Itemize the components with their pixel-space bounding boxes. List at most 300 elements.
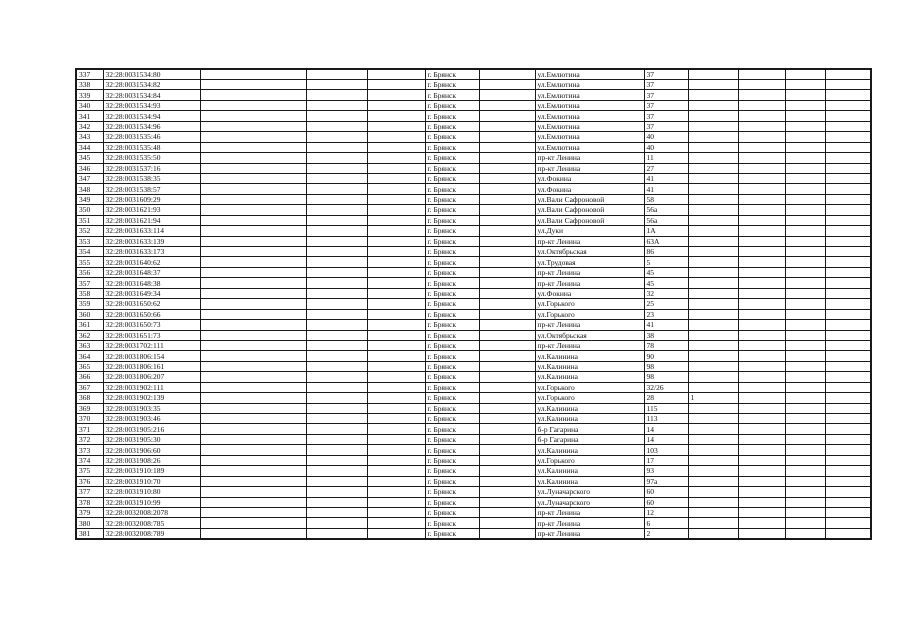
empty-cell — [200, 382, 306, 392]
cadastral-number-cell: 32:28:0031651:73 — [103, 330, 200, 340]
empty-cell — [200, 69, 306, 80]
empty-cell — [825, 163, 871, 173]
empty-cell — [738, 163, 785, 173]
empty-cell — [479, 153, 535, 163]
empty-cell — [738, 351, 785, 361]
empty-cell — [785, 80, 825, 90]
empty-cell — [785, 288, 825, 298]
empty-cell — [785, 205, 825, 215]
house-number-cell: 113 — [644, 414, 688, 424]
empty-cell — [306, 351, 367, 361]
empty-cell — [825, 445, 871, 455]
house-number-cell: 37 — [644, 111, 688, 121]
empty-cell — [367, 215, 425, 225]
empty-cell — [306, 497, 367, 507]
empty-cell — [367, 173, 425, 183]
building-cell — [688, 121, 738, 131]
street-cell: ул.Горького — [535, 455, 644, 465]
city-cell: г. Брянск — [425, 194, 479, 204]
cadastral-number-cell: 32:28:0031902:111 — [103, 382, 200, 392]
row-number-cell: 364 — [76, 351, 103, 361]
empty-cell — [825, 194, 871, 204]
street-cell: ул.Фокина — [535, 173, 644, 183]
register-table — [75, 68, 872, 540]
cadastral-number-cell: 32:28:0031902:139 — [103, 393, 200, 403]
empty-cell — [306, 267, 367, 277]
empty-cell — [785, 153, 825, 163]
house-number-cell: 78 — [644, 340, 688, 350]
empty-cell — [825, 518, 871, 528]
empty-cell — [306, 288, 367, 298]
table-row — [76, 382, 871, 392]
house-number-cell: 32/26 — [644, 382, 688, 392]
cadastral-number-cell: 32:28:0031534:96 — [103, 121, 200, 131]
city-cell: г. Брянск — [425, 445, 479, 455]
empty-cell — [738, 205, 785, 215]
cadastral-number-cell: 32:28:0031702:111 — [103, 340, 200, 350]
empty-cell — [200, 497, 306, 507]
empty-cell — [306, 121, 367, 131]
empty-cell — [367, 320, 425, 330]
empty-cell — [367, 528, 425, 539]
table-row — [76, 100, 871, 110]
building-cell — [688, 528, 738, 539]
empty-cell — [479, 414, 535, 424]
empty-cell — [825, 247, 871, 257]
city-cell: г. Брянск — [425, 330, 479, 340]
house-number-cell: 60 — [644, 497, 688, 507]
empty-cell — [200, 121, 306, 131]
row-number-cell: 348 — [76, 184, 103, 194]
empty-cell — [306, 476, 367, 486]
cadastral-number-cell: 32:28:0031633:173 — [103, 247, 200, 257]
empty-cell — [367, 278, 425, 288]
street-cell: ул.Вали Сафроновой — [535, 194, 644, 204]
empty-cell — [306, 194, 367, 204]
empty-cell — [479, 455, 535, 465]
row-number-cell: 351 — [76, 215, 103, 225]
empty-cell — [479, 194, 535, 204]
building-cell — [688, 267, 738, 277]
empty-cell — [785, 215, 825, 225]
empty-cell — [785, 236, 825, 246]
empty-cell — [367, 497, 425, 507]
empty-cell — [785, 184, 825, 194]
building-cell — [688, 90, 738, 100]
table-row — [76, 215, 871, 225]
building-cell — [688, 142, 738, 152]
street-cell: ул.Вали Сафроновой — [535, 215, 644, 225]
empty-cell — [825, 173, 871, 183]
street-cell: ул.Фокина — [535, 288, 644, 298]
empty-cell — [785, 340, 825, 350]
empty-cell — [785, 507, 825, 517]
empty-cell — [306, 299, 367, 309]
row-number-cell: 375 — [76, 466, 103, 476]
table-row — [76, 173, 871, 183]
city-cell: г. Брянск — [425, 278, 479, 288]
empty-cell — [738, 393, 785, 403]
house-number-cell: 37 — [644, 69, 688, 80]
street-cell: ул.Емлютина — [535, 142, 644, 152]
empty-cell — [825, 80, 871, 90]
empty-cell — [738, 80, 785, 90]
empty-cell — [825, 69, 871, 80]
street-cell: б-р Гагарина — [535, 424, 644, 434]
city-cell: г. Брянск — [425, 414, 479, 424]
empty-cell — [367, 153, 425, 163]
table-row — [76, 142, 871, 152]
street-cell: ул.Дуки — [535, 226, 644, 236]
empty-cell — [200, 309, 306, 319]
empty-cell — [825, 340, 871, 350]
empty-cell — [479, 100, 535, 110]
cadastral-number-cell: 32:28:0031806:154 — [103, 351, 200, 361]
empty-cell — [785, 267, 825, 277]
empty-cell — [738, 173, 785, 183]
empty-cell — [367, 330, 425, 340]
empty-cell — [367, 121, 425, 131]
empty-cell — [200, 507, 306, 517]
house-number-cell: 40 — [644, 132, 688, 142]
row-number-cell: 363 — [76, 340, 103, 350]
empty-cell — [306, 518, 367, 528]
row-number-cell: 368 — [76, 393, 103, 403]
building-cell — [688, 403, 738, 413]
table-row — [76, 340, 871, 350]
row-number-cell: 354 — [76, 247, 103, 257]
empty-cell — [306, 173, 367, 183]
empty-cell — [785, 247, 825, 257]
table-row — [76, 278, 871, 288]
row-number-cell: 345 — [76, 153, 103, 163]
empty-cell — [738, 111, 785, 121]
street-cell: ул.Калинина — [535, 476, 644, 486]
empty-cell — [367, 288, 425, 298]
house-number-cell: 45 — [644, 278, 688, 288]
house-number-cell: 25 — [644, 299, 688, 309]
empty-cell — [825, 466, 871, 476]
empty-cell — [306, 257, 367, 267]
empty-cell — [785, 69, 825, 80]
empty-cell — [479, 142, 535, 152]
table-row — [76, 414, 871, 424]
empty-cell — [825, 288, 871, 298]
cadastral-number-cell: 32:28:0031910:70 — [103, 476, 200, 486]
street-cell: пр-кт Ленина — [535, 278, 644, 288]
building-cell — [688, 309, 738, 319]
empty-cell — [306, 142, 367, 152]
empty-cell — [738, 361, 785, 371]
empty-cell — [479, 163, 535, 173]
empty-cell — [200, 132, 306, 142]
empty-cell — [738, 309, 785, 319]
empty-cell — [479, 90, 535, 100]
empty-cell — [738, 288, 785, 298]
cadastral-number-cell: 32:28:0031649:34 — [103, 288, 200, 298]
empty-cell — [785, 351, 825, 361]
city-cell: г. Брянск — [425, 100, 479, 110]
empty-cell — [479, 184, 535, 194]
empty-cell — [825, 278, 871, 288]
street-cell: пр-кт Ленина — [535, 340, 644, 350]
empty-cell — [785, 320, 825, 330]
empty-cell — [306, 226, 367, 236]
table-row — [76, 372, 871, 382]
empty-cell — [825, 393, 871, 403]
empty-cell — [825, 205, 871, 215]
empty-cell — [306, 247, 367, 257]
empty-cell — [200, 194, 306, 204]
empty-cell — [306, 215, 367, 225]
city-cell: г. Брянск — [425, 288, 479, 298]
street-cell: ул.Емлютина — [535, 132, 644, 142]
empty-cell — [306, 153, 367, 163]
building-cell — [688, 226, 738, 236]
row-number-cell: 343 — [76, 132, 103, 142]
empty-cell — [738, 466, 785, 476]
table-row — [76, 205, 871, 215]
house-number-cell: 37 — [644, 90, 688, 100]
table-row — [76, 69, 871, 80]
house-number-cell: 14 — [644, 424, 688, 434]
cadastral-number-cell: 32:28:0031650:62 — [103, 299, 200, 309]
empty-cell — [825, 361, 871, 371]
empty-cell — [306, 382, 367, 392]
empty-cell — [825, 330, 871, 340]
empty-cell — [200, 247, 306, 257]
building-cell — [688, 153, 738, 163]
building-cell — [688, 236, 738, 246]
empty-cell — [479, 247, 535, 257]
empty-cell — [479, 403, 535, 413]
empty-cell — [200, 236, 306, 246]
empty-cell — [306, 80, 367, 90]
empty-cell — [785, 309, 825, 319]
city-cell: г. Брянск — [425, 372, 479, 382]
cadastral-number-cell: 32:28:0031640:62 — [103, 257, 200, 267]
cadastral-number-cell: 32:28:0032008:789 — [103, 528, 200, 539]
empty-cell — [825, 424, 871, 434]
empty-cell — [306, 487, 367, 497]
empty-cell — [738, 382, 785, 392]
street-cell: пр-кт Ленина — [535, 153, 644, 163]
cadastral-number-cell: 32:28:0031910:99 — [103, 497, 200, 507]
table-row — [76, 330, 871, 340]
building-cell — [688, 361, 738, 371]
empty-cell — [738, 445, 785, 455]
empty-cell — [306, 466, 367, 476]
building-cell — [688, 111, 738, 121]
empty-cell — [367, 372, 425, 382]
building-cell — [688, 518, 738, 528]
empty-cell — [738, 424, 785, 434]
house-number-cell: 56а — [644, 215, 688, 225]
house-number-cell: 40 — [644, 142, 688, 152]
empty-cell — [200, 372, 306, 382]
table-row — [76, 153, 871, 163]
empty-cell — [479, 361, 535, 371]
cadastral-number-cell: 32:28:0031609:29 — [103, 194, 200, 204]
table-row — [76, 455, 871, 465]
cadastral-number-cell: 32:28:0031648:37 — [103, 267, 200, 277]
cadastral-number-cell: 32:28:0031534:82 — [103, 80, 200, 90]
building-cell — [688, 184, 738, 194]
empty-cell — [479, 132, 535, 142]
building-cell: 1 — [688, 393, 738, 403]
empty-cell — [200, 142, 306, 152]
city-cell: г. Брянск — [425, 205, 479, 215]
empty-cell — [479, 372, 535, 382]
cadastral-number-cell: 32:28:0031535:50 — [103, 153, 200, 163]
empty-cell — [825, 299, 871, 309]
empty-cell — [200, 184, 306, 194]
building-cell — [688, 487, 738, 497]
empty-cell — [738, 340, 785, 350]
city-cell: г. Брянск — [425, 111, 479, 121]
building-cell — [688, 434, 738, 444]
empty-cell — [200, 153, 306, 163]
building-cell — [688, 278, 738, 288]
empty-cell — [306, 90, 367, 100]
empty-cell — [785, 132, 825, 142]
empty-cell — [200, 466, 306, 476]
cadastral-number-cell: 32:28:0031538:35 — [103, 173, 200, 183]
street-cell: ул.Горького — [535, 309, 644, 319]
empty-cell — [738, 184, 785, 194]
row-number-cell: 349 — [76, 194, 103, 204]
table-row — [76, 507, 871, 517]
table-row — [76, 226, 871, 236]
empty-cell — [825, 121, 871, 131]
empty-cell — [785, 111, 825, 121]
empty-cell — [306, 445, 367, 455]
row-number-cell: 356 — [76, 267, 103, 277]
row-number-cell: 378 — [76, 497, 103, 507]
table-row — [76, 518, 871, 528]
cadastral-number-cell: 32:28:0031650:66 — [103, 309, 200, 319]
table-row — [76, 236, 871, 246]
row-number-cell: 359 — [76, 299, 103, 309]
empty-cell — [825, 434, 871, 444]
empty-cell — [306, 372, 367, 382]
city-cell: г. Брянск — [425, 90, 479, 100]
building-cell — [688, 424, 738, 434]
empty-cell — [479, 320, 535, 330]
table-row — [76, 476, 871, 486]
empty-cell — [479, 330, 535, 340]
street-cell: ул.Фокина — [535, 184, 644, 194]
house-number-cell: 17 — [644, 455, 688, 465]
empty-cell — [367, 184, 425, 194]
empty-cell — [479, 309, 535, 319]
street-cell: пр-кт Ленина — [535, 236, 644, 246]
empty-cell — [306, 236, 367, 246]
street-cell: ул.Горького — [535, 382, 644, 392]
building-cell — [688, 100, 738, 110]
house-number-cell: 97а — [644, 476, 688, 486]
empty-cell — [367, 205, 425, 215]
row-number-cell: 350 — [76, 205, 103, 215]
cadastral-number-cell: 32:28:0031538:57 — [103, 184, 200, 194]
table-row — [76, 194, 871, 204]
empty-cell — [306, 100, 367, 110]
cadastral-number-cell: 32:28:0031903:35 — [103, 403, 200, 413]
empty-cell — [785, 163, 825, 173]
empty-cell — [367, 476, 425, 486]
empty-cell — [200, 299, 306, 309]
street-cell: ул.Емлютина — [535, 121, 644, 131]
street-cell: ул.Октябрьская — [535, 330, 644, 340]
empty-cell — [785, 257, 825, 267]
empty-cell — [367, 351, 425, 361]
street-cell: ул.Емлютина — [535, 100, 644, 110]
empty-cell — [200, 320, 306, 330]
empty-cell — [785, 445, 825, 455]
empty-cell — [367, 257, 425, 267]
row-number-cell: 366 — [76, 372, 103, 382]
cadastral-number-cell: 32:28:0031905:30 — [103, 434, 200, 444]
empty-cell — [306, 361, 367, 371]
table-row — [76, 111, 871, 121]
street-cell: ул.Емлютина — [535, 90, 644, 100]
house-number-cell: 12 — [644, 507, 688, 517]
street-cell: пр-кт Ленина — [535, 320, 644, 330]
city-cell: г. Брянск — [425, 132, 479, 142]
empty-cell — [479, 466, 535, 476]
row-number-cell: 376 — [76, 476, 103, 486]
house-number-cell: 2 — [644, 528, 688, 539]
city-cell: г. Брянск — [425, 434, 479, 444]
building-cell — [688, 173, 738, 183]
street-cell: ул.Калинина — [535, 403, 644, 413]
row-number-cell: 370 — [76, 414, 103, 424]
city-cell: г. Брянск — [425, 226, 479, 236]
table-row — [76, 184, 871, 194]
cadastral-number-cell: 32:28:0031903:46 — [103, 414, 200, 424]
empty-cell — [738, 226, 785, 236]
building-cell — [688, 247, 738, 257]
building-cell — [688, 382, 738, 392]
table-row — [76, 90, 871, 100]
city-cell: г. Брянск — [425, 518, 479, 528]
table-row — [76, 309, 871, 319]
street-cell: б-р Гагарина — [535, 434, 644, 444]
city-cell: г. Брянск — [425, 424, 479, 434]
empty-cell — [367, 236, 425, 246]
empty-cell — [825, 90, 871, 100]
row-number-cell: 377 — [76, 487, 103, 497]
city-cell: г. Брянск — [425, 299, 479, 309]
empty-cell — [825, 414, 871, 424]
table-row — [76, 267, 871, 277]
empty-cell — [785, 299, 825, 309]
empty-cell — [479, 476, 535, 486]
city-cell: г. Брянск — [425, 184, 479, 194]
street-cell: ул.Горького — [535, 393, 644, 403]
row-number-cell: 373 — [76, 445, 103, 455]
house-number-cell: 38 — [644, 330, 688, 340]
empty-cell — [785, 226, 825, 236]
city-cell: г. Брянск — [425, 476, 479, 486]
empty-cell — [479, 340, 535, 350]
table-row — [76, 163, 871, 173]
city-cell: г. Брянск — [425, 351, 479, 361]
empty-cell — [738, 267, 785, 277]
empty-cell — [825, 100, 871, 110]
city-cell: г. Брянск — [425, 403, 479, 413]
empty-cell — [479, 445, 535, 455]
